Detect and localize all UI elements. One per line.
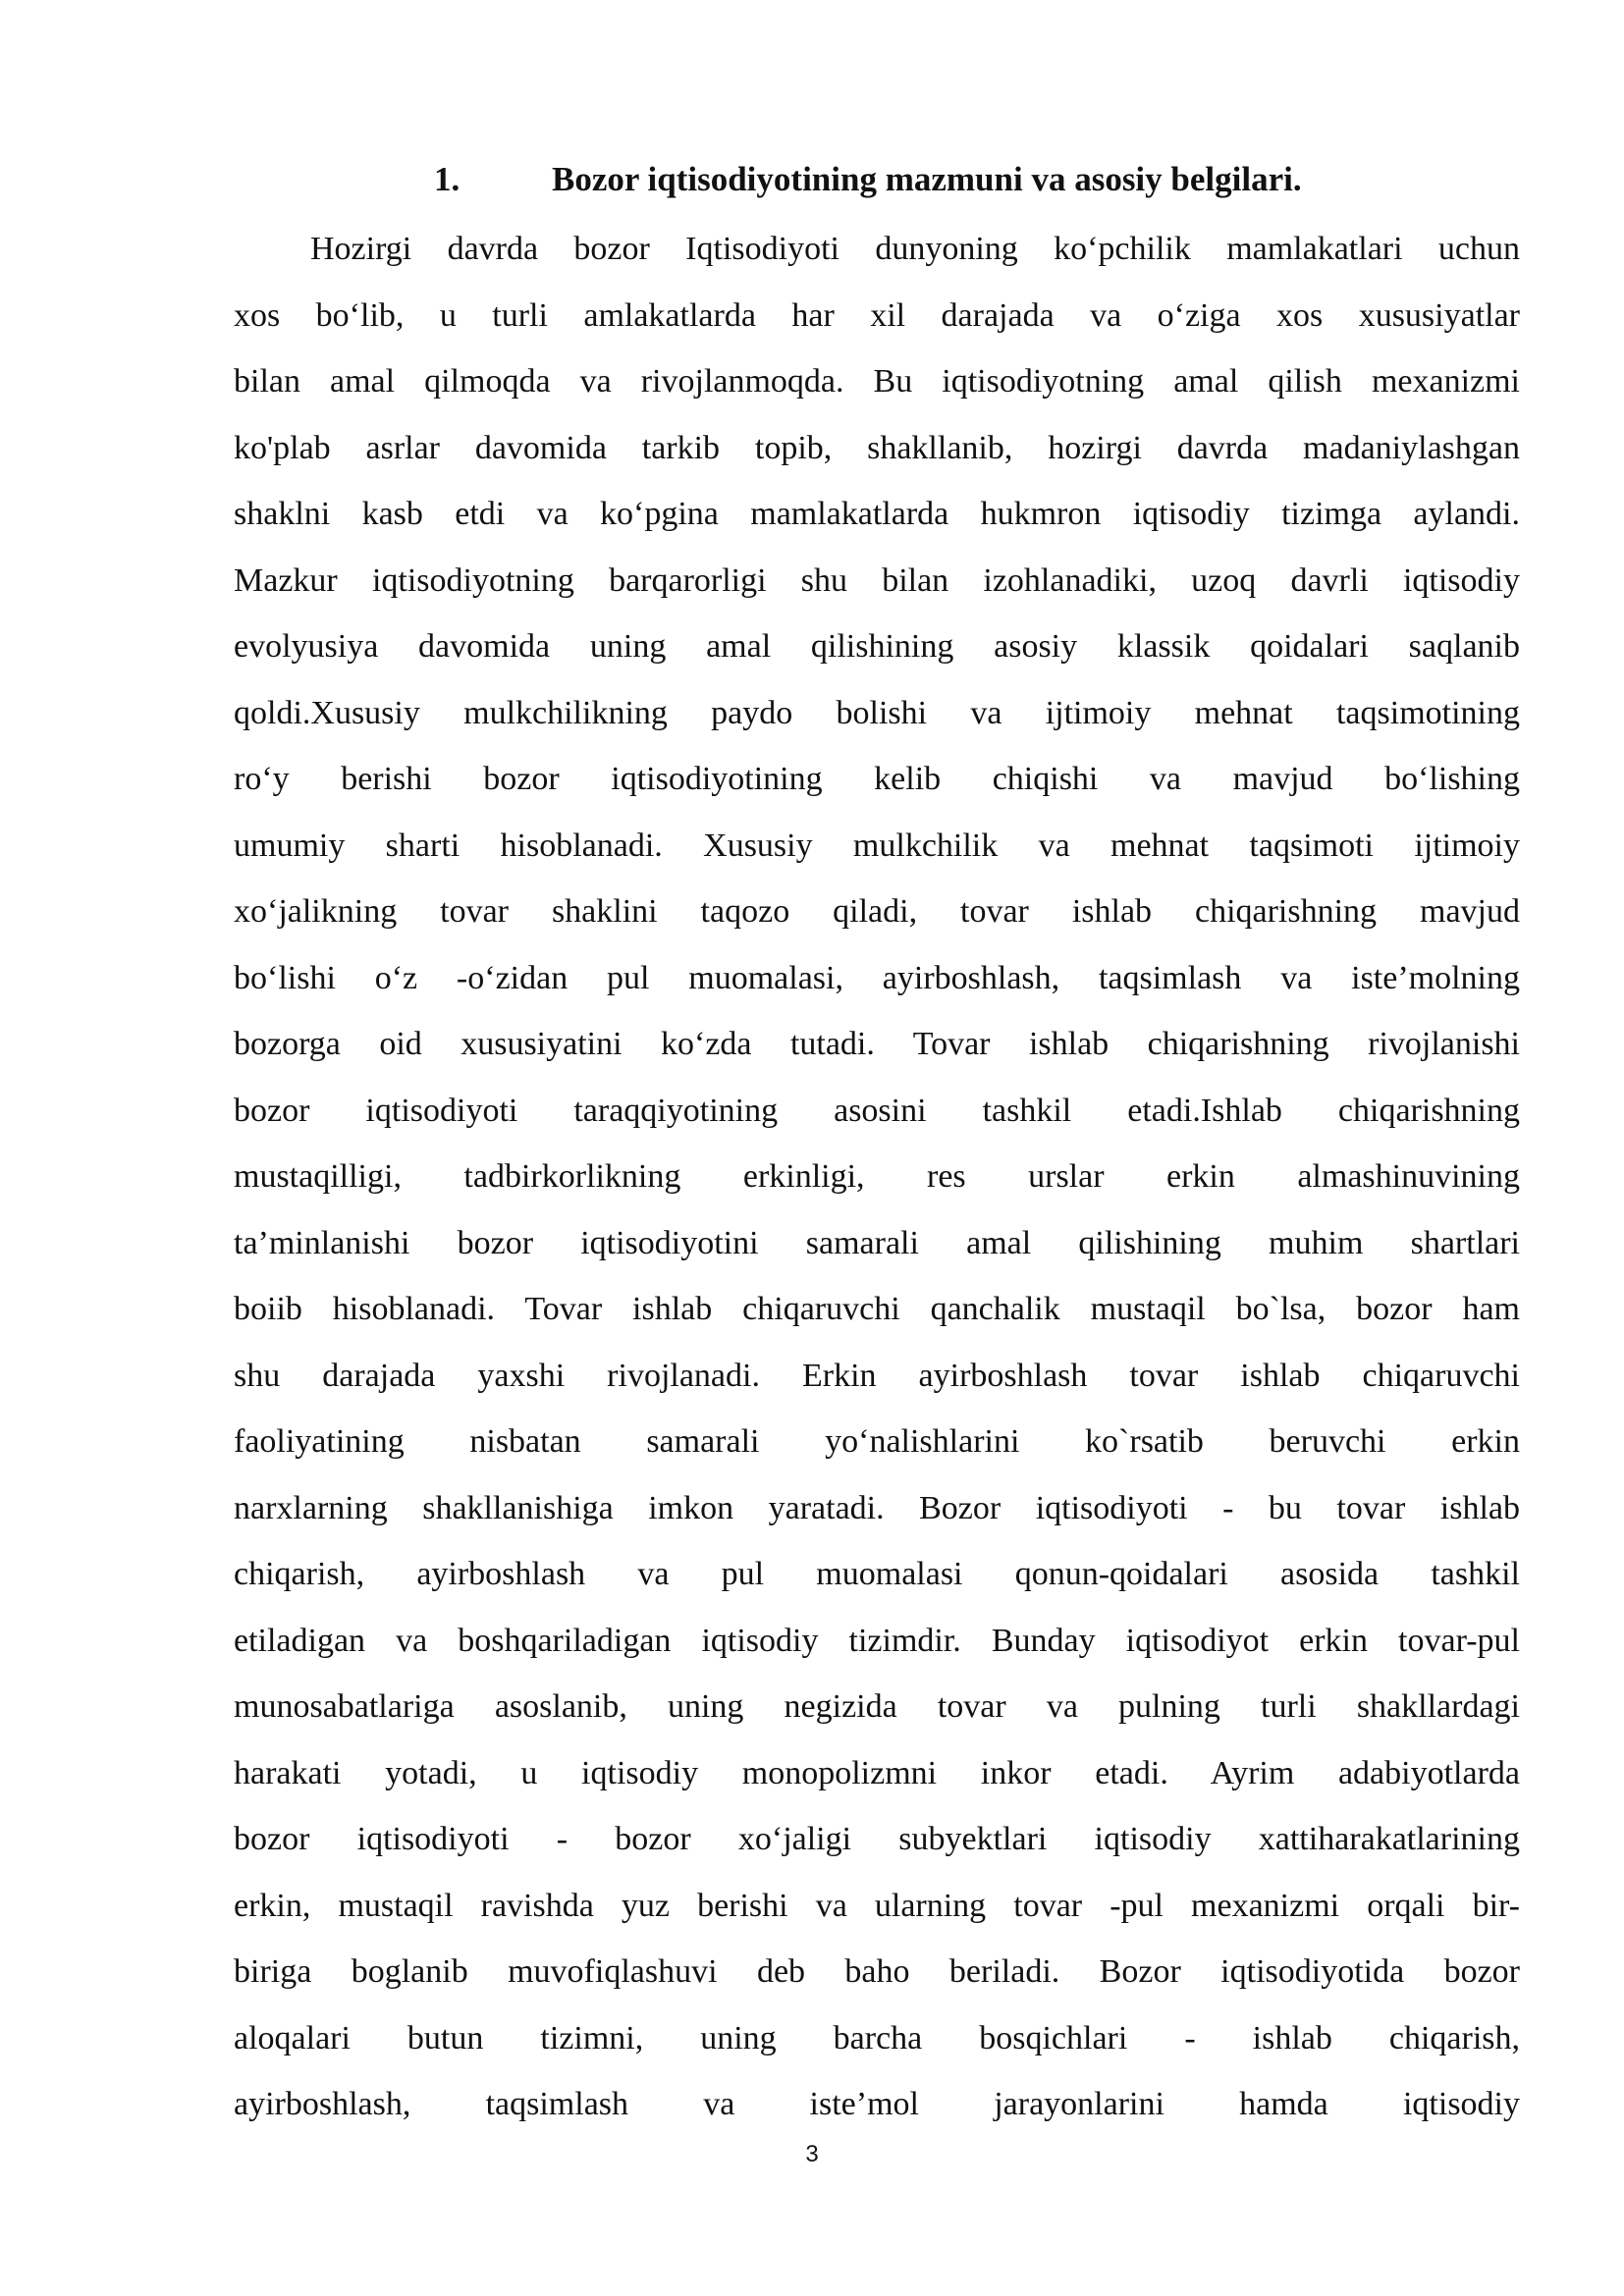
text-line: erkin, mustaqil ravishda yuz berishi va ularning tovar -pul mexanizmi orqali bir- — [234, 1887, 1520, 1924]
text-line: ko'plab asrlar davomida tarkib topib, shakllanib, hozirgi davrda madaniylashgan — [234, 429, 1520, 466]
body-paragraph — [234, 216, 1520, 2138]
text-line: ta’minlanishi bozor iqtisodiyotini samarali amal qilishining muhim shartlari — [234, 1224, 1520, 1261]
section-heading — [0, 155, 1624, 204]
text-line: bo‘lishi o‘z -o‘zidan pul muomalasi, ayirboshlash, taqsimlash va iste’molning — [234, 959, 1520, 996]
text-line: biriga boglanib muvofiqlashuvi deb baho beriladi. Bozor iqtisodiyotida bozor — [234, 1953, 1520, 1990]
text-line: xo‘jalikning tovar shaklini taqozo qiladi, tovar ishlab chiqarishning mavjud — [234, 893, 1520, 930]
text-line: faoliyatining nisbatan samarali yo‘nalishlarini ko`rsatib beruvchi erkin — [234, 1423, 1520, 1460]
text-line: shaklni kasb etdi va ko‘pgina mamlakatlarda hukmron iqtisodiy tizimga aylandi. — [234, 496, 1520, 532]
text-line: umumiy sharti hisoblanadi. Xususiy mulkchilik va mehnat taqsimoti ijtimoiy — [234, 827, 1520, 864]
text-line: ro‘y berishi bozor iqtisodiyotining kelib chiqishi va mavjud bo‘lishing — [234, 761, 1520, 797]
text-line: evolyusiya davomida uning amal qilishining asosiy klassik qoidalari saqlanib — [234, 628, 1520, 665]
text-line: Hozirgi davrda bozor Iqtisodiyoti dunyoning ko‘pchilik mamlakatlari uchun — [310, 231, 1520, 267]
text-line: bilan amal qilmoqda va rivojlanmoqda. Bu iqtisodiyotning amal qilish mexanizmi — [234, 363, 1520, 400]
text-line: etiladigan va boshqariladigan iqtisodiy tizimdir. Bunday iqtisodiyot erkin tovar-pul — [234, 1622, 1520, 1659]
text-line: boiib hisoblanadi. Tovar ishlab chiqaruvchi qanchalik mustaqil bo`lsa, bozor ham — [234, 1291, 1520, 1327]
text-line: munosabatlariga asoslanib, uning negizida tovar va pulning turli shakllardagi — [234, 1688, 1520, 1725]
text-line: shu darajada yaxshi rivojlanadi. Erkin ayirboshlash tovar ishlab chiqaruvchi — [234, 1357, 1520, 1394]
text-line: chiqarish, ayirboshlash va pul muomalasi qonun-qoidalari asosida tashkil — [234, 1556, 1520, 1592]
text-line: ayirboshlash, taqsimlash va iste’mol jarayonlarini hamda iqtisodiy — [234, 2086, 1520, 2122]
text-line: xos bo‘lib, u turli amlakatlarda har xil darajada va o‘ziga xos xususiyatlar — [234, 296, 1520, 334]
page-number: 3 — [805, 2141, 819, 2167]
text-line: Mazkur iqtisodiyotning barqarorligi shu bilan izohlanadiki, uzoq davrli iqtisodiy — [234, 561, 1520, 599]
text-line: aloqalari butun tizimni, uning barcha bosqichlari - ishlab chiqarish, — [234, 2019, 1520, 2056]
text-line: narxlarning shakllanishiga imkon yaratadi. Bozor iqtisodiyoti - bu tovar ishlab — [234, 1489, 1520, 1526]
text-line: qoldi.Xususiy mulkchilikning paydo bolishi va ijtimoiy mehnat taqsimotining — [234, 694, 1520, 731]
text-line: harakati yotadi, u iqtisodiy monopolizmni inkor etadi. Ayrim adabiyotlarda — [234, 1754, 1520, 1791]
text-line: bozorga oid xususiyatini ko‘zda tutadi. Tovar ishlab chiqarishning rivojlanishi — [234, 1026, 1520, 1062]
section-number: 1. — [434, 160, 460, 198]
section-title: Bozor iqtisodiyotining mazmuni va asosiy belgilari. — [552, 160, 1302, 198]
text-line: bozor iqtisodiyoti taraqqiyotining asosini tashkil etadi.Ishlab chiqarishning — [234, 1092, 1520, 1129]
text-line: bozor iqtisodiyoti - bozor xo‘jaligi subyektlari iqtisodiy xattiharakatlarining — [234, 1821, 1520, 1857]
text-line: mustaqilligi, tadbirkorlikning erkinligi, res urslar erkin almashinuvining — [234, 1158, 1520, 1195]
